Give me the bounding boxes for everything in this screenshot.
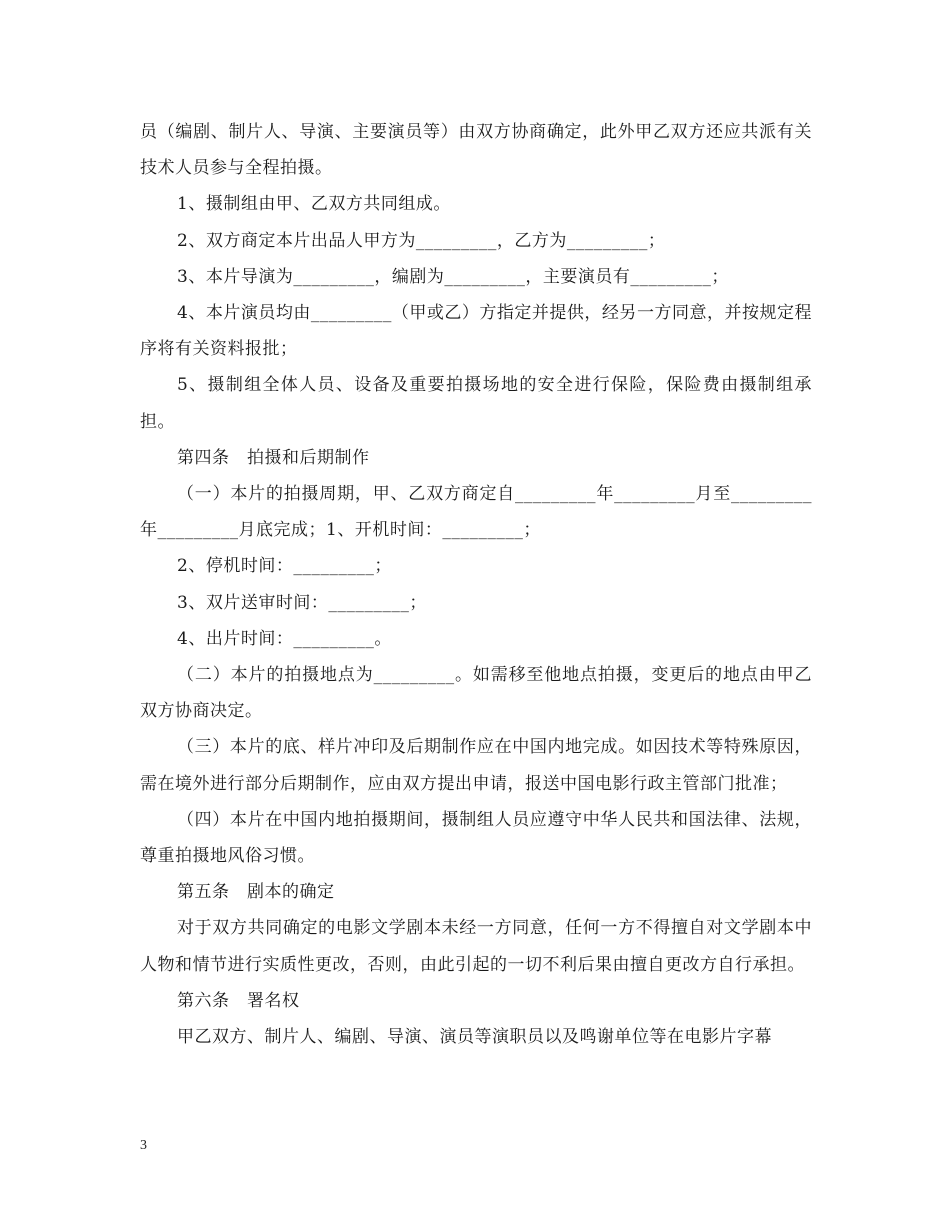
paragraph-release-time: 4、出片时间：_________。: [177, 628, 392, 649]
paragraph-local-laws: （四）本片在中国内地拍摄期间，摄制组人员应遵守中华人民共和国法律、法规，尊重拍摄地风俗习惯。: [140, 809, 812, 867]
paragraph-shooting-location: （二）本片的拍摄地点为_________。如需移至他地点拍摄，变更后的地点由甲乙双方协商决定。: [140, 665, 812, 722]
paragraph-item-4: 4、本片演员均由_________（甲或乙）方指定并提供，经另一方同意，并按规定程序将有关资料报批；: [140, 303, 812, 360]
paragraph-item-1: 1、摄制组由甲、乙双方共同组成。: [177, 194, 451, 215]
article-6-heading: 第六条 署名权: [177, 990, 300, 1011]
article-5-heading: 第五条 剧本的确定: [177, 882, 335, 903]
page-number: 3: [140, 1138, 147, 1153]
paragraph-item-2: 2、双方商定本片出品人甲方为_________，乙方为_________；: [177, 230, 666, 251]
paragraph-item-5: 5、摄制组全体人员、设备及重要拍摄场地的安全进行保险，保险费由摄制组承担。: [140, 375, 812, 432]
paragraph-post-production: （三）本片的底、样片冲印及后期制作应在中国内地完成。如因技术等特殊原因，需在境外进行部分后期制作，应由双方提出申请，报送中国电影行政主管部门批准；: [140, 737, 812, 794]
document-body: [140, 114, 812, 1055]
paragraph-wrap-time: 2、停机时间：_________；: [177, 556, 392, 577]
paragraph-credits: 甲乙双方、制片人、编剧、导演、演员等演职员以及鸣谢单位等在电影片字幕: [177, 1027, 772, 1048]
article-4-heading: 第四条 拍摄和后期制作: [177, 447, 370, 468]
paragraph-item-3: 3、本片导演为_________，编剧为_________，主要演员有_________；: [177, 266, 729, 287]
paragraph-review-time: 3、双片送审时间：_________；: [177, 592, 427, 613]
paragraph-script-confirmation: 对于双方共同确定的电影文学剧本未经一方同意，任何一方不得擅自对文学剧本中人物和情节进行实质性更改，否则，由此引起的一切不利后果由擅自更改方自行承担。: [140, 918, 812, 975]
paragraph-shooting-period: （一）本片的拍摄周期，甲、乙双方商定自_________年_________月至_________年_________月底完成；1、开机时间：_________；: [140, 484, 812, 541]
paragraph-continuation: 员（编剧、制片人、导演、主要演员等）由双方协商确定，此外甲乙双方还应共派有关技术人员参与全程拍摄。: [140, 122, 812, 179]
